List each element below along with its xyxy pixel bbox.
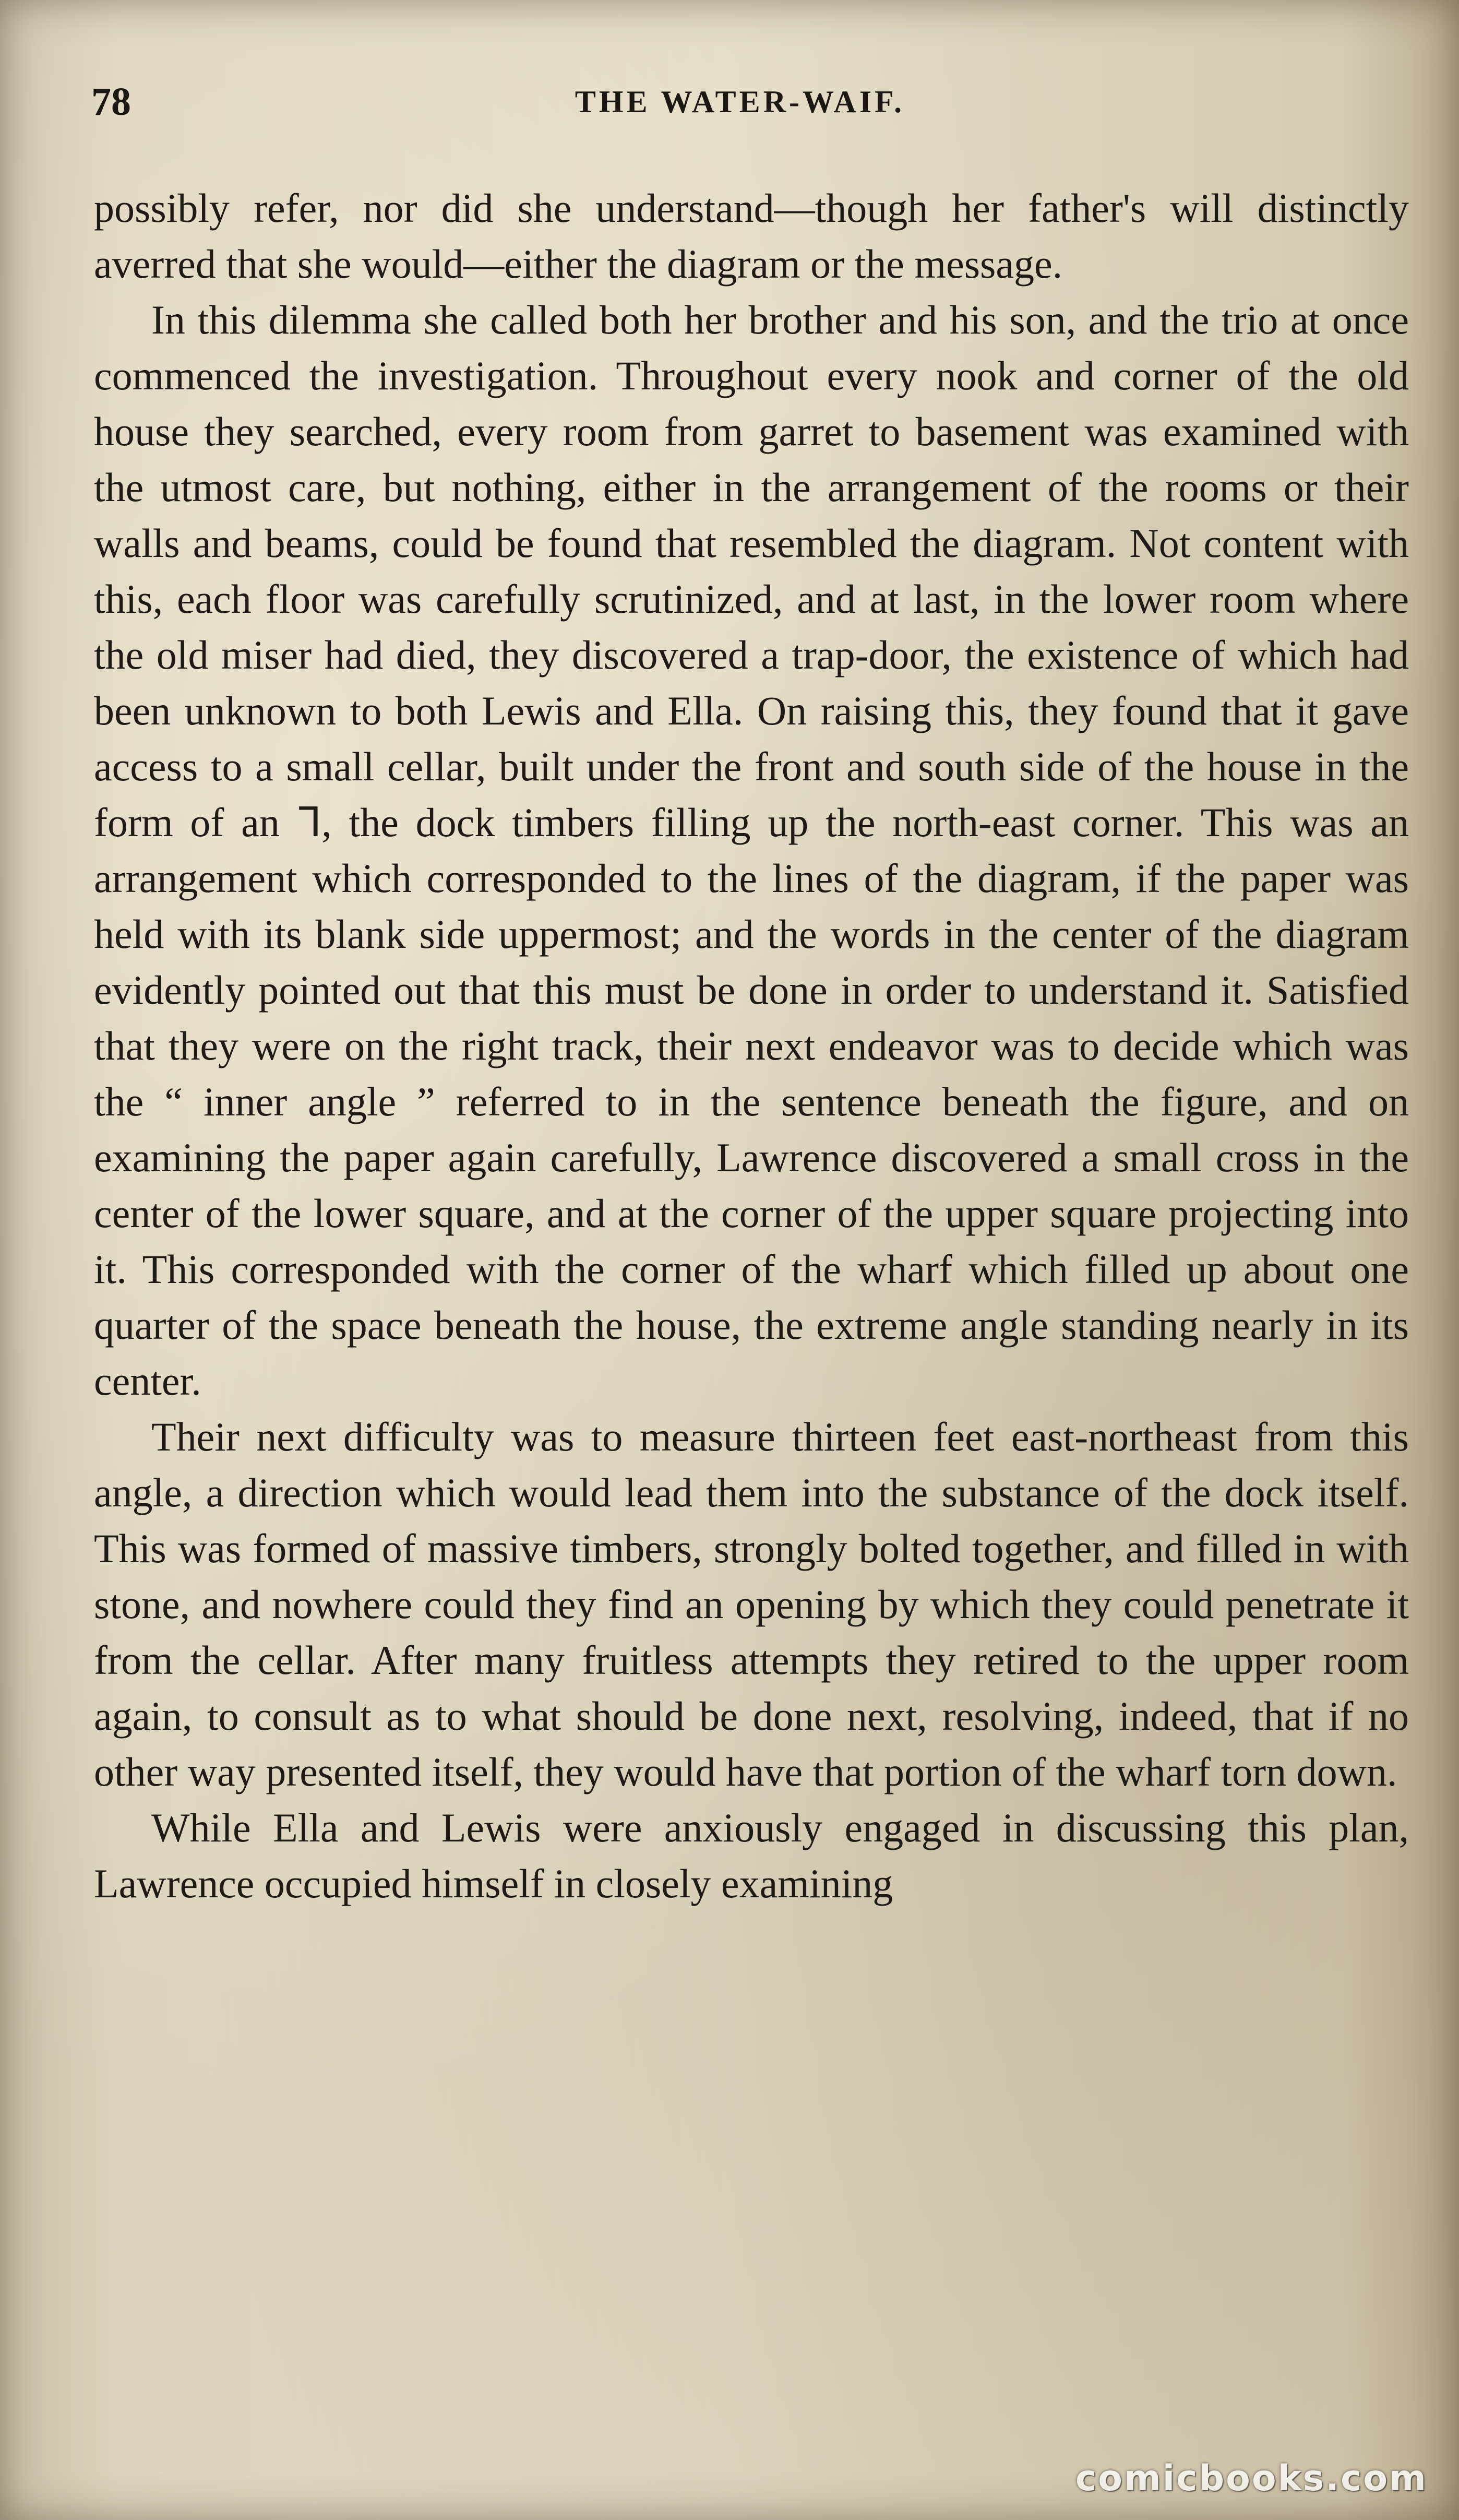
- paragraph-investigation: In this dilemma she called both her brother and his son, and the trio at once commenced the investigation. Throughout every nook and corner of the old house they searched, every room from garret to basement was examined with the utmost care, but nothing, either in the arrangement of the rooms or their walls and beams, could be found that resembled the diagram. Not content with this, each floor was carefully scrutinized, and at last, in the lower room where the old miser had died, they discovered a trap-door, the existence of which had been unknown to both Lewis and Ella. On raising this, they found that it gave access to a small cellar, built under the front and south side of the house in the form of an ᒣ, the dock timbers filling up the north-east corner. This was an arrangement which corresponded to the lines of the diagram, if the paper was held with its blank side uppermost; and the words in the center of the diagram evidently pointed out that this must be done in order to understand it. Satisfied that they were on the right track, their next endeavor was to decide which was the “ inner angle ” referred to in the sentence beneath the figure, and on examining the paper again carefully, Lawrence discovered a small cross in the center of the lower square, and at the corner of the upper square projecting into it. This corresponded with the corner of the wharf which filled up about one quarter of the space beneath the house, the extreme angle standing nearly in its center.: [94, 297, 1409, 1404]
- paragraph-discussing-plan: While Ella and Lewis were anxiously engaged in discussing this plan, Lawrence occupied himself in closely examining: [94, 1805, 1409, 1906]
- page-header: [91, 78, 1389, 125]
- body-text: [94, 180, 1409, 1911]
- page-number: 78: [91, 80, 131, 124]
- paragraph-next-difficulty: Their next difficulty was to measure thirteen feet east-northeast from this angle, a direction which would lead them into the substance of the dock itself. This was formed of massive timbers, strongly bolted together, and filled in with stone, and nowhere could they find an opening by which they could penetrate it from the cellar. After many fruitless attempts they retired to the upper room again, to consult as to what should be done next, resolving, indeed, that if no other way presented itself, they would have that portion of the wharf torn down.: [94, 1414, 1409, 1794]
- site-watermark: comicbooks.com: [1075, 2458, 1428, 2499]
- running-title: THE WATER-WAIF.: [575, 85, 905, 119]
- paragraph-continued: possibly refer, nor did she understand—though her father's will distinctly averred that she would—either the diagram or the message.: [94, 185, 1409, 287]
